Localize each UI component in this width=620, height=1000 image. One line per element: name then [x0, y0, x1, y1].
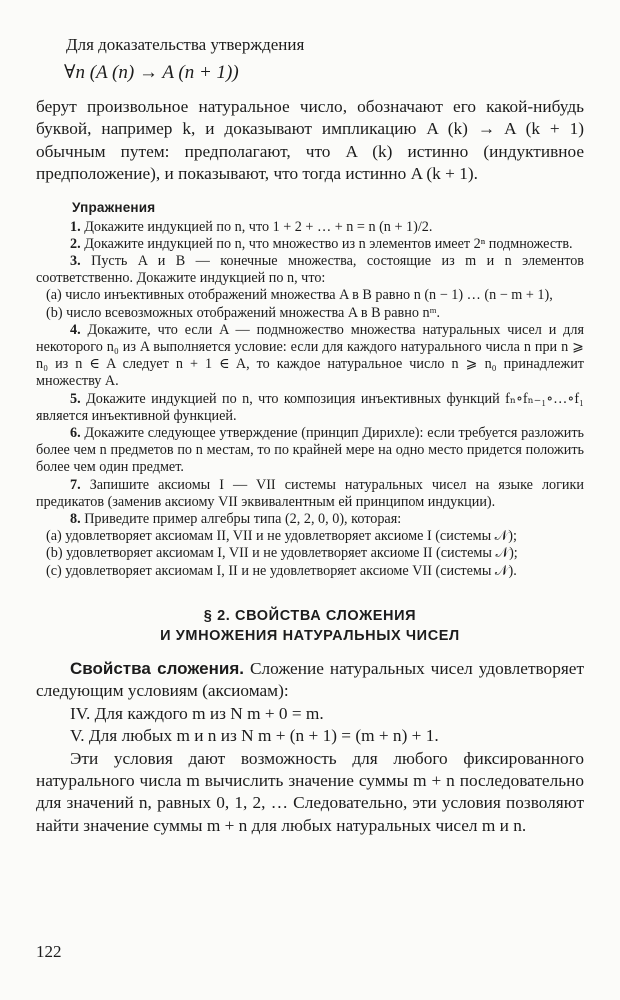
- paragraph-induction-step: берут произвольное натуральное число, обозначают его какой-нибудь буквой, например k, и доказывают импликацию A (k) → A (k + 1) обычным путем: предполагают, что A (k) истинно (индуктивное предположение), и показывают, что тогда истинно A (k + 1).: [36, 97, 584, 184]
- exercise-text: Докажите индукцией по n, что композиция инъективных функций fₙ∘fₙ₋₁∘…∘f₁ является инъективной функцией.: [36, 390, 584, 424]
- exercise-number: 2.: [70, 235, 81, 252]
- exercise-text: Докажите, что если A — подмножество множества натуральных чисел и для некоторого n₀ из A выполняется условие: если для каждого натурального числа n при n ⩾ n₀ из n ∈ A следует n + 1 ∈ A, то каждое натуральное число n ⩾ n₀ принадлежит множеству A.: [36, 321, 585, 390]
- exercise-text: Пусть A и B — конечные множества, состоящие из m и n элементов соответственно. Докажите индукцией по n, что:: [36, 253, 585, 287]
- exercise-subitem: (b) число всевозможных отображений множества A в B равно nᵐ.: [46, 304, 441, 321]
- exercise-number: 5.: [70, 390, 81, 407]
- exercise-text: Докажите индукцией по n, что множество из n элементов имеет 2ⁿ подмножеств.: [84, 235, 573, 252]
- exercise-item: [36, 511, 584, 528]
- axiom-v: V. Для любых m и n из N m + (n + 1) = (m + n) + 1.: [70, 726, 439, 746]
- exercise-text: Запишите аксиомы I — VII системы натуральных чисел на языке логики предикатов (заменив аксиому VII эквивалентным ей принципом индукции).: [36, 476, 585, 510]
- induction-formula: ∀n (A (n) → A (n + 1)): [64, 62, 239, 83]
- exercise-item: [36, 253, 584, 287]
- paragraph-lead: Свойства сложения.: [70, 658, 244, 678]
- exercise-item: [36, 219, 584, 236]
- exercise-text: Докажите следующее утверждение (принцип Дирихле): если требуется разложить более чем n предметов по n местам, то по крайней мере на одно место придется положить более чем один предмет.: [36, 425, 585, 476]
- exercise-subitem: (c) удовлетворяет аксиомам I, II и не удовлетворяет аксиоме VII (системы 𝒩).: [46, 562, 517, 579]
- exercises-heading: Упражнения: [72, 199, 156, 215]
- section-title-line-1: § 2. СВОЙСТВА СЛОЖЕНИЯ: [203, 607, 417, 624]
- exercise-item: [36, 236, 584, 253]
- addition-properties-paragraph: [36, 658, 584, 703]
- exercise-subitem: (b) удовлетворяет аксиомам I, VII и не удовлетворяет аксиоме II (системы 𝒩);: [46, 545, 518, 562]
- paragraph-lead-rest: Сложение натуральных чисел удовлетворяет следующим условиям (аксиомам):: [36, 658, 585, 701]
- exercise-item: [36, 477, 584, 511]
- intro-line: Для доказательства утверждения: [66, 35, 305, 54]
- axiom-iv: IV. Для каждого m из N m + 0 = m.: [70, 703, 324, 723]
- section-title-line-2: И УМНОЖЕНИЯ НАТУРАЛЬНЫХ ЧИСЕЛ: [160, 627, 460, 644]
- exercises-list: [36, 219, 584, 580]
- exercise-number: 1.: [70, 218, 81, 235]
- section-title: [36, 606, 584, 646]
- exercise-item: [36, 391, 584, 425]
- exercise-text: Приведите пример алгебры типа (2, 2, 0, 0), которая:: [84, 511, 402, 528]
- exercise-number: 7.: [70, 476, 81, 493]
- exercise-number: 8.: [70, 511, 81, 528]
- exercise-subitem: (a) удовлетворяет аксиомам II, VII и не удовлетворяет аксиоме I (системы 𝒩);: [46, 528, 517, 545]
- closing-paragraph: Эти условия дают возможность для любого фиксированного натурального числа m вычислить значение суммы m + n последовательно для значений n, равных 0, 1, 2, … Следовательно, эти условия позволяют найти значение суммы m + n для любых натуральных чисел m и n.: [36, 748, 584, 835]
- exercise-number: 6.: [70, 425, 81, 442]
- exercise-text: Докажите индукцией по n, что 1 + 2 + … + n = n (n + 1)/2.: [84, 218, 433, 235]
- section-body: [36, 658, 584, 837]
- exercise-subitem: (a) число инъективных отображений множества A в B равно n (n − 1) … (n − m + 1),: [46, 287, 553, 304]
- page-content: [36, 30, 584, 837]
- exercise-number: 3.: [70, 253, 81, 270]
- exercise-number: 4.: [70, 321, 81, 338]
- exercise-item: [36, 322, 584, 391]
- exercise-item: [36, 425, 584, 477]
- page-number: 122: [36, 942, 62, 961]
